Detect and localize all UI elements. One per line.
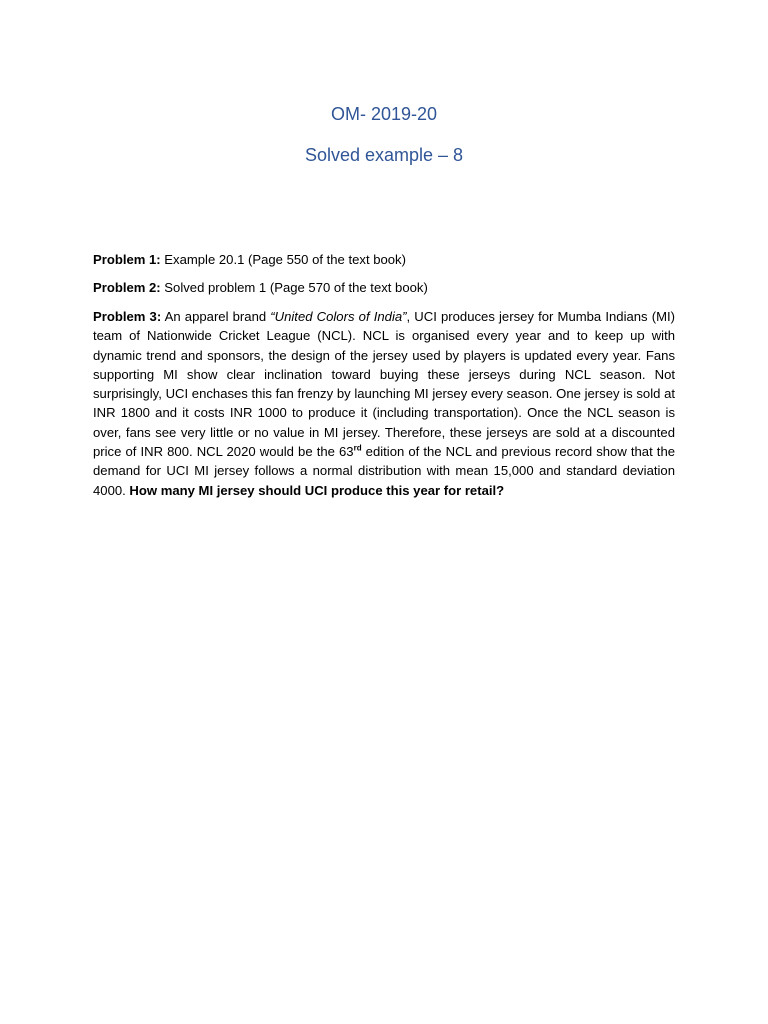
problem-2-label: Problem 2: xyxy=(93,280,161,295)
problem-3-brand: “United Colors of India” xyxy=(270,309,407,324)
problem-3-text-a: , UCI produces jersey for Mumba Indians (MI) team of Nationwide Cricket League (NCL). NCL is organised every year and to keep up with dynamic trend and sponsors, the design of the jersey used by players is updated every year. Fans supporting MI show clear inclination toward buying these jerseys during NCL season. Not surprisingly, UCI enchases this fan frenzy by launching MI jersey every season. One jersey is sold at INR 1800 and it costs INR 1000 to produce it (including transportation). Once the NCL season is over, fans see very little or no value in MI jersey. Therefore, these jerseys are sold at a discounted price of INR 800. NCL 2020 would be the 63 xyxy=(93,309,676,460)
problem-3-intro: An apparel brand xyxy=(161,309,271,324)
problem-1-text: Example 20.1 (Page 550 of the text book) xyxy=(160,252,406,267)
problem-3-question: How many MI jersey should UCI produce this year for retail? xyxy=(125,482,505,498)
problem-3-label: Problem 3: xyxy=(93,309,162,324)
problem-1-label: Problem 1: xyxy=(93,252,161,267)
example-subtitle: Solved example – 8 xyxy=(304,145,464,165)
problem-3 xyxy=(93,307,675,500)
problem-2-text: Solved problem 1 (Page 570 of the text book) xyxy=(160,280,428,295)
course-title: OM- 2019-20 xyxy=(330,104,438,124)
problem-2 xyxy=(93,278,675,297)
problem-3-superscript: rd xyxy=(353,443,362,453)
problem-1 xyxy=(93,250,675,269)
problem-3-text-b: edition of the NCL and previous record show that the demand for UCI MI jersey follows a normal distribution with mean 15,000 and standard deviation 4000. xyxy=(93,444,676,498)
